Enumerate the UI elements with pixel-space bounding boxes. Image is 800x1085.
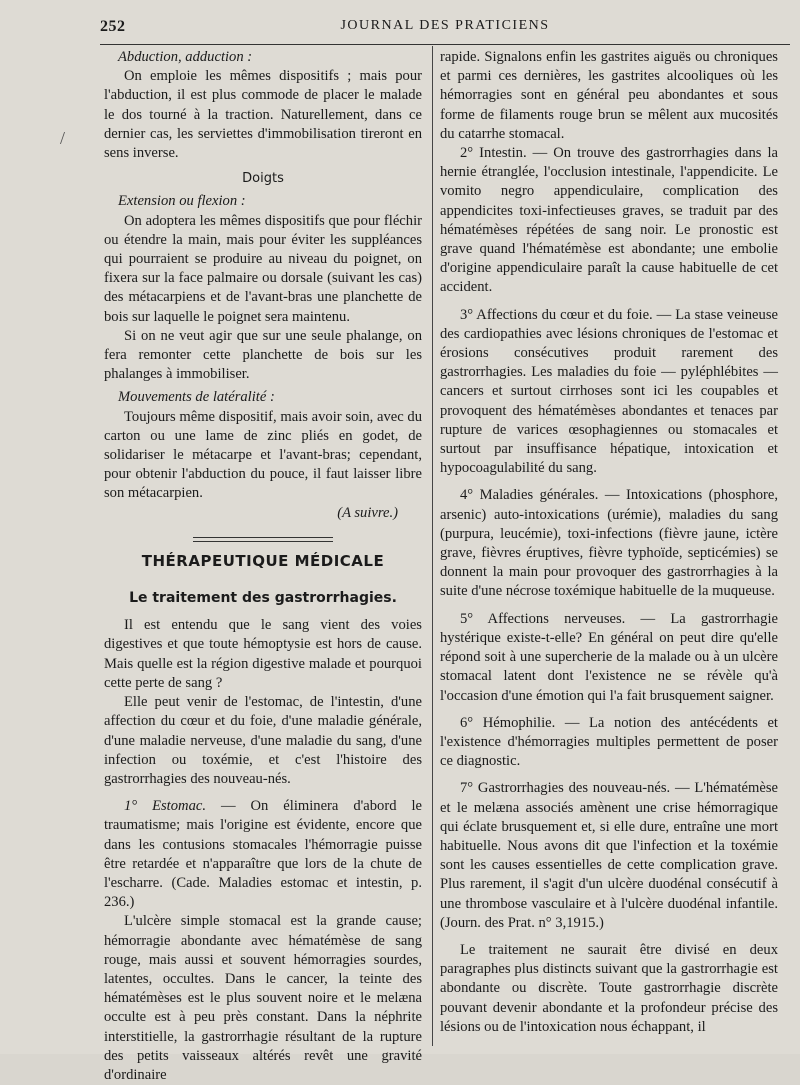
left-column — [104, 48, 422, 1085]
coeur-foie-paragraph: 3° Affections du cœur et du foie. — La stase veineuse des cardiopathies avec lésions chroniques de l'estomac et érosions consécutives produit rarement des gastrorrhagies. Les maladies du foie — pyléphlébites — cancers et surtout cirrhoses sont ici les coupables et provoquent des hématémèses abondantes et tenaces par rupture de varices œsophagiennes ou stomacales et surtout par insuffisance hépatique, intoxication et hypocoagulabilité du sang. — [440, 306, 778, 477]
nouveau-nes-paragraph: 7° Gastrorrhagies des nouveau-nés. — L'hématémèse et le melæna associés amènent une crise hémorragique qui éclate brusquement et, si elle dure, entraîne une mort habituelle. Nous avons dit que l'infection et la toxémie sont les causes essentielles de cette complication grave. Plus rarement, il s'agit d'un ulcère duodénal consécutif à une thrombose vasculaire et à l'ulcère duodénal infantile. (Journ. des Prat. n° 3,1915.) — [440, 780, 778, 931]
estomac-lead: 1° Estomac. — [124, 798, 206, 815]
phalange-paragraph: Si on ne veut agir que sur une seule phalange, on fera remonter cette planchette de bois sur les phalanges à immobiliser. — [104, 327, 422, 383]
right-column — [440, 48, 778, 1037]
margin-pencil-mark: / — [60, 128, 66, 148]
column-divider — [432, 46, 433, 1046]
continuation-paragraph: rapide. Signalons enfin les gastrites aiguës ou chroniques et parmi ces dernières, les gastrites alcooliques où les hémorragies sont en général peu abondantes et sous forme de filaments rouge brun se mêlent aux mucosités du catarrhe stomacal. — [440, 49, 778, 142]
treatment-paragraph: Le traitement ne saurait être divisé en deux paragraphes plus distincts suivant que la gastrorrhagie est abondante ou discrète. Toute gastrorrhagie discrète pouvant devenir abondante et la profondeur précise des lésions ou de l'intoxication nous échappant, il — [440, 941, 778, 1035]
maladies-generales-paragraph: 4° Maladies générales. — Intoxications (phosphore, arsenic) auto-intoxications (urémie), maladies du sang (purpura, leucémie), toxi-infections (fièvre jaune, ictère grave, fièvres éruptives, fièvre typhoïde, septicémies) se donnent la main pour provoquer des gastrorrhagies à la suite d'une nécrose toxémique habituelle de la muqueuse. — [440, 487, 778, 600]
abduction-paragraph: On emploie les mêmes dispositifs ; mais pour l'abduction, il est plus commode de placer le malade le dos tourné à la traction. Naturellement, dans ce dernier cas, les serviettes d'immobilisation tireront en sens inverse. — [104, 68, 422, 162]
ulcere-paragraph: L'ulcère simple stomacal est la grande cause; hémorragie abondante avec hématémèse de sang rouge, mais aussi et souvent hémorragies sourdes, latentes, occultes. Dans le cancer, la teinte des hématémèses est le plus souvent noire et le melæna occulte est à peu près constant. Dans la néphrite interstitielle, la gastrorrhagie résultant de la rupture des petits vaisseaux altérés revêt une gravité d'ordinaire — [104, 913, 422, 1083]
abduction-heading: Abduction, adduction : — [118, 49, 253, 65]
intro-paragraph-1: Il est entendu que le sang vient des voies digestives et que toute hémoptysie est hors de cause. Mais quelle est la région digestive malade et pourquoi cette perte de sang ? — [104, 617, 422, 691]
extension-heading: Extension ou flexion : — [118, 193, 246, 210]
a-suivre: (A suivre.) — [337, 504, 398, 521]
page-header — [100, 14, 790, 45]
intestin-paragraph: 2° Intestin. — On trouve des gastrorrhagies dans la hernie étranglée, l'occlusion intestinale, l'appendicite. Le vomito negro appendiculaire, complication des appendicites toxi-infectieuses graves, se traduit par des hématémèses répétées de sang noir. Le pronostic est grave quand l'hématémèse est abondante; une embolie d'origine appendiculaire paraît la cause habituelle de cet accident. — [440, 145, 778, 296]
section-title: THÉRAPEUTIQUE MÉDICALE — [141, 551, 385, 570]
journal-title: JOURNAL DES PRATICIENS — [340, 18, 550, 33]
lateralite-paragraph: Toujours même dispositif, mais avoir soin, avec du carton ou une lame de zinc pliés en godet, de solidariser le métacarpe et l'avant-bras; cependant, pour obtenir l'abduction du pouce, il faut laisser libre son métacarpien. — [104, 408, 422, 502]
lateralite-heading: Mouvements de latéralité : — [118, 389, 275, 406]
estomac-paragraph — [104, 797, 422, 912]
estomac-text: — On éliminera d'abord le traumatisme; mais l'origine est évidente, encore que dans les contusions stomacales l'hémorragie puisse être retardée et n'apparaître que lors de la chute de l'escharre. (Cade. Maladies estomac et intestin, p. 236.) — [104, 798, 422, 911]
intro-paragraph-2: Elle peut venir de l'estomac, de l'intestin, d'une affection du cœur et du foie, d'une maladie générale, d'une maladie nerveuse, d'une maladie du sang, d'une infection ou toxémie, et c'est l'histoire des gastrorrhagies des nouveau-nés. — [104, 694, 422, 787]
section-divider — [193, 537, 333, 542]
page-number: 252 — [100, 18, 126, 35]
doigts-heading: Doigts — [242, 171, 284, 187]
extension-paragraph: On adoptera les mêmes dispositifs que pour fléchir ou étendre la main, mais pour éviter les suppléances qui pourraient se produire au niveau du poignet, on fixera sur la face palmaire ou dorsale (suivant les cas) des métacarpiens et de l'avant-bras une planchette de bois sur laquelle le poignet sera maintenu. — [104, 212, 422, 325]
hemophilie-paragraph: 6° Hémophilie. — La notion des antécédents et l'existence d'hémorragies multiples permettent de poser ce diagnostic. — [440, 714, 778, 770]
article-title: Le traitement des gastrorrhagies. — [129, 590, 397, 607]
affections-nerveuses-paragraph: 5° Affections nerveuses. — La gastrorrhagie hystérique existe-t-elle? En général on peut dire qu'elle répond soit à une supercherie de la malade ou à un ulcère stomacal latent dont l'existence ne se révèle qu'à l'occasion d'une émotion qui l'a fait brusquement saigner. — [440, 610, 778, 704]
